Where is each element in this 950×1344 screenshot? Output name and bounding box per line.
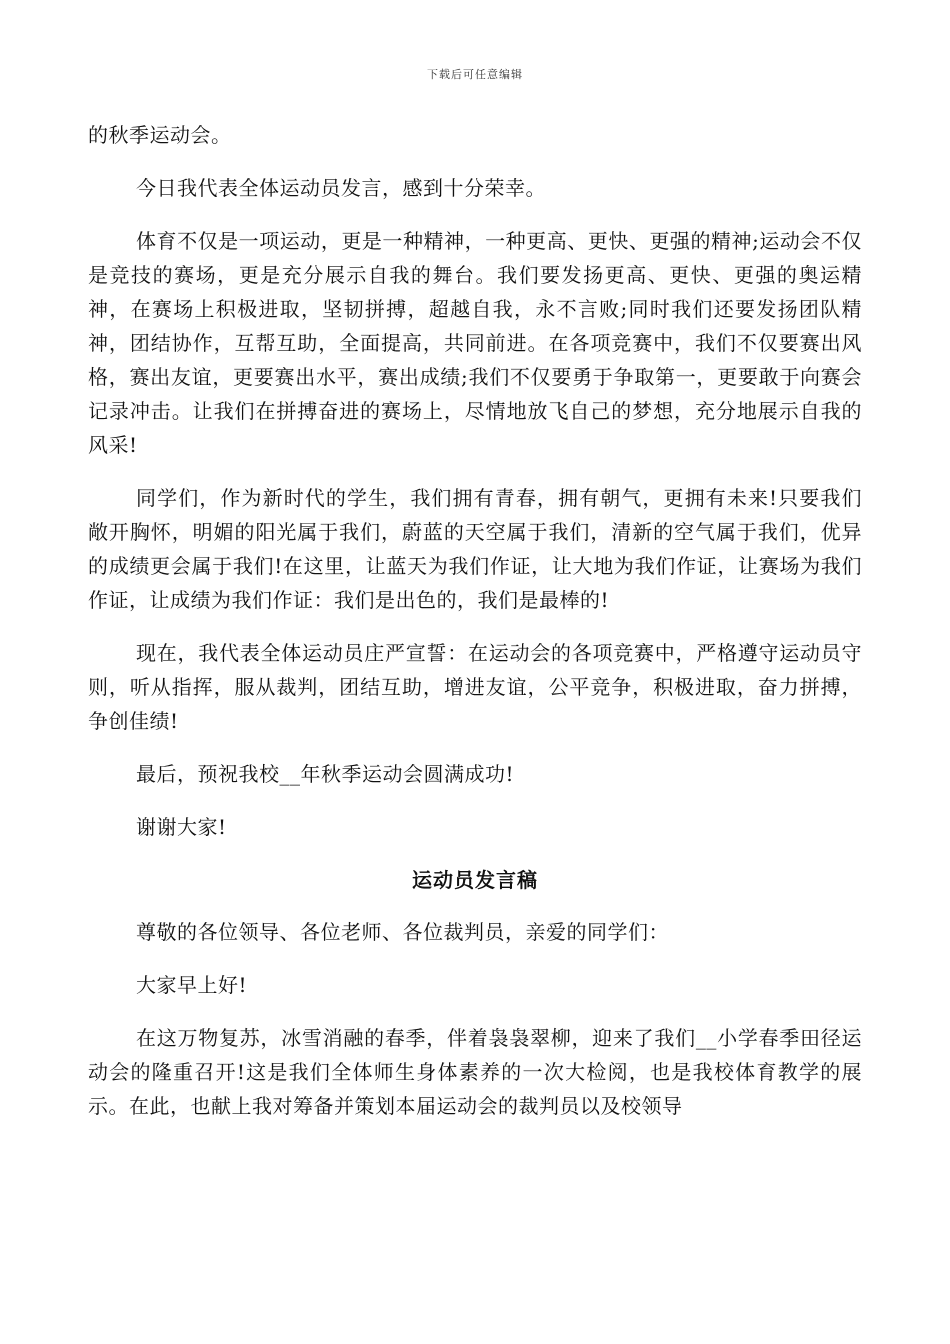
paragraph-opening: 在这万物复苏，冰雪消融的春季，伴着袅袅翠柳，迎来了我们__小学春季田径运动会的隆重召开!这是我们全体师生身体素养的一次大检阅，也是我校体育教学的展示。在此，也献上我对筹备并策划本届运动会的裁判员以及校领导 [88,1026,862,1118]
paragraph-wishes: 最后，预祝我校__年秋季运动会圆满成功! [136,762,515,786]
section-title: 运动员发言稿 [412,868,538,892]
paragraph-sports-spirit: 体育不仅是一项运动，更是一种精神，一种更高、更快、更强的精神;运动会不仅是竞技的赛场，更是充分展示自我的舞台。我们要发扬更高、更快、更强的奥运精神，在赛场上积极进取，坚韧拼搏，超越自我，永不言败;同时我们还要发扬团队精神，团结协作，互帮互助，全面提高，共同前进。在各项竞赛中，我们不仅要赛出风格，赛出友谊，更要赛出水平，赛出成绩;我们不仅要勇于争取第一，更要敢于向赛会记录冲击。让我们在拼搏奋进的赛场上，尽情地放飞自己的梦想，充分地展示自我的风采! [88,229,862,457]
header-note: 下载后可任意编辑 [427,68,523,81]
paragraph-salutation: 尊敬的各位领导、各位老师、各位裁判员，亲爱的同学们： [136,920,669,944]
paragraph-oath: 现在，我代表全体运动员庄严宣誓：在运动会的各项竞赛中，严格遵守运动员守则，听从指挥，服从裁判，团结互助，增进友谊，公平竞争，积极进取，奋力拼搏，争创佳绩! [88,641,862,733]
document-body [88,118,862,1142]
paragraph-honor: 今日我代表全体运动员发言，感到十分荣幸。 [136,176,546,200]
paragraph-continuation: 的秋季运动会。 [88,123,232,147]
paragraph-thanks: 谢谢大家! [136,815,227,839]
paragraph-greeting: 大家早上好! [136,973,248,997]
paragraph-students: 同学们，作为新时代的学生，我们拥有青春，拥有朝气，更拥有未来!只要我们敞开胸怀，明媚的阳光属于我们，蔚蓝的天空属于我们，清新的空气属于我们，优异的成绩更会属于我们!在这里，让蓝天为我们作证，让大地为我们作证，让赛场为我们作证，让成绩为我们作证：我们是出色的，我们是最棒的! [88,486,862,612]
